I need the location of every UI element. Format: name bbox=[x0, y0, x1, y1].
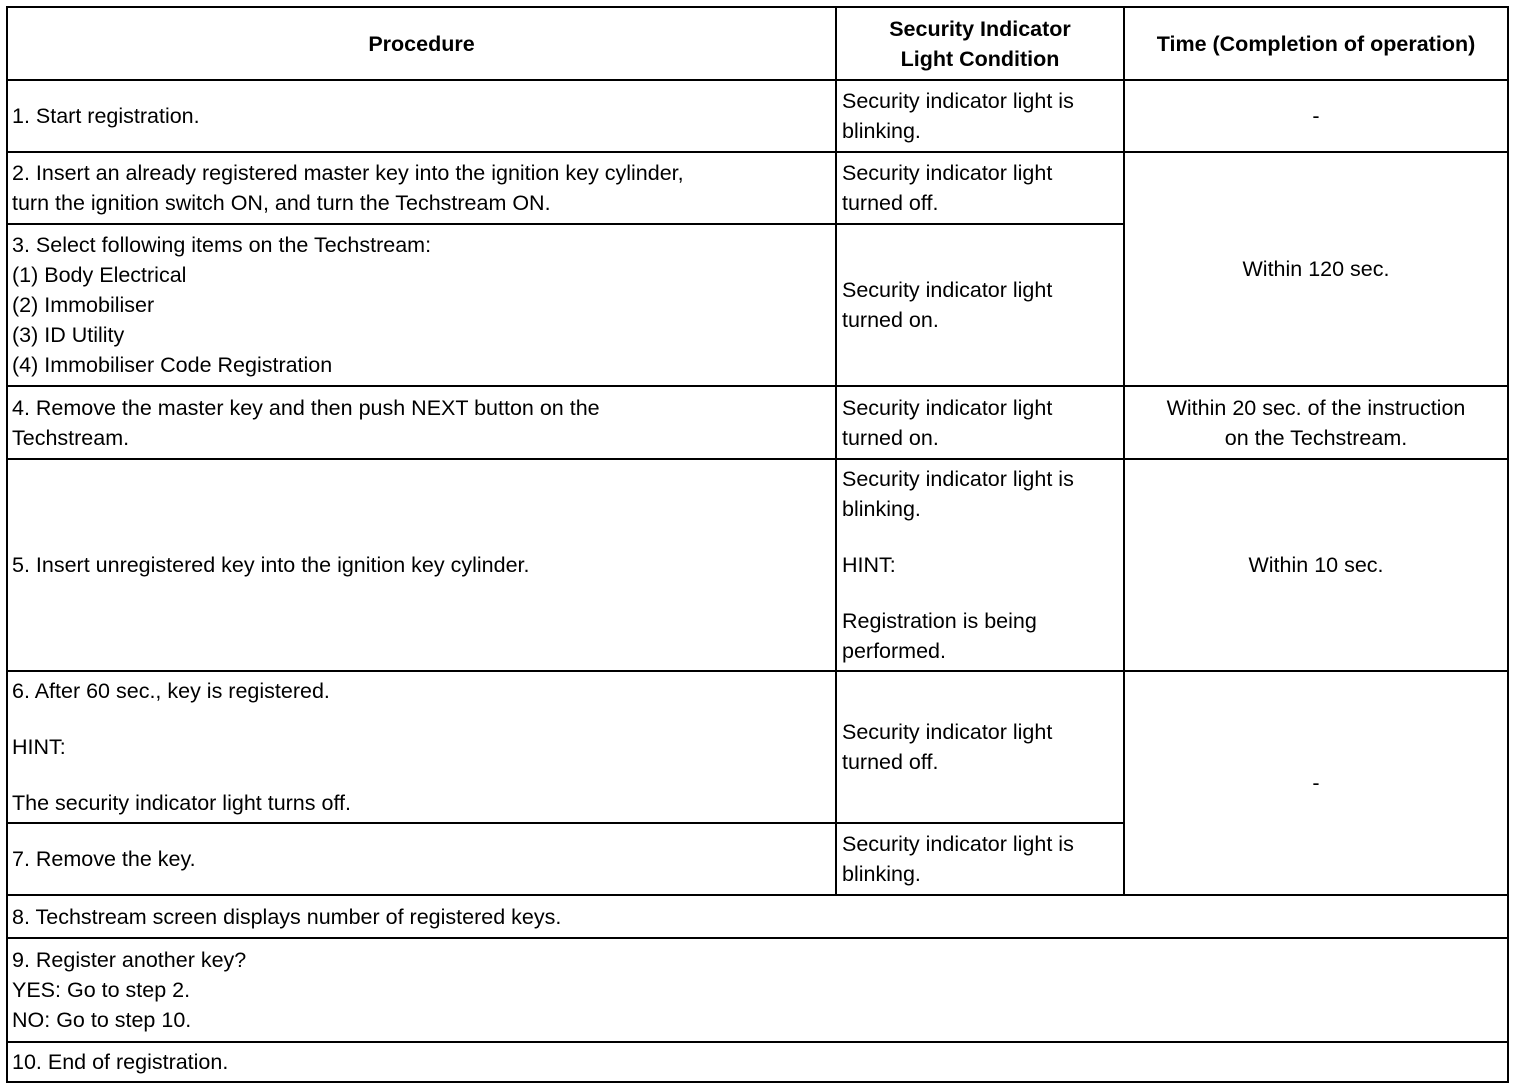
condition-header-line: Light Condition bbox=[900, 46, 1060, 71]
procedure-cell: 1. Start registration. bbox=[7, 80, 836, 152]
paragraph-gap bbox=[12, 762, 831, 788]
procedure-text: 2. Insert an already registered master key into the ignition key cylinder, bbox=[12, 161, 684, 185]
procedure-text: 6. After 60 sec., key is registered. bbox=[12, 679, 330, 703]
table-row bbox=[7, 671, 1508, 823]
paragraph-gap bbox=[12, 706, 831, 732]
procedure-cell bbox=[7, 671, 836, 823]
table-row bbox=[7, 938, 1508, 1042]
condition-cell bbox=[836, 80, 1124, 152]
paragraph-gap bbox=[842, 580, 1119, 606]
condition-text: Security indicator light is bbox=[842, 89, 1074, 113]
table-row bbox=[7, 895, 1508, 938]
procedure-text: YES: Go to step 2. bbox=[12, 978, 191, 1002]
procedure-text: turn the ignition switch ON, and turn the Techstream ON. bbox=[12, 191, 551, 215]
time-text: Within 20 sec. of the instruction bbox=[1166, 395, 1466, 420]
condition-cell bbox=[836, 671, 1124, 823]
condition-text: blinking. bbox=[842, 119, 921, 143]
condition-text: blinking. bbox=[842, 497, 921, 521]
condition-text: Security indicator light bbox=[842, 720, 1053, 744]
condition-text: turned off. bbox=[842, 750, 939, 774]
procedure-cell bbox=[7, 152, 836, 224]
table-row bbox=[7, 459, 1508, 671]
procedure-cell bbox=[7, 386, 836, 459]
condition-cell bbox=[836, 152, 1124, 224]
table-row bbox=[7, 386, 1508, 459]
menu-path-item: (3) ID Utility bbox=[12, 323, 125, 347]
condition-text: Security indicator light bbox=[842, 278, 1053, 302]
procedure-cell: 10. End of registration. bbox=[7, 1042, 1508, 1082]
condition-text: performed. bbox=[842, 639, 946, 663]
hint-label: HINT: bbox=[12, 735, 66, 759]
menu-path-item: (2) Immobiliser bbox=[12, 293, 155, 317]
registration-procedure-table bbox=[6, 6, 1509, 1083]
condition-text: Security indicator light is bbox=[842, 832, 1074, 856]
time-cell: - bbox=[1124, 671, 1508, 895]
table-row bbox=[7, 152, 1508, 224]
hint-label: HINT: bbox=[842, 553, 896, 577]
procedure-text: Techstream. bbox=[12, 425, 130, 450]
condition-cell bbox=[836, 386, 1124, 459]
procedure-text: 9. Register another key? bbox=[12, 948, 247, 972]
procedure-cell bbox=[7, 938, 1508, 1042]
procedure-cell bbox=[7, 224, 836, 386]
condition-text: Security indicator light is bbox=[842, 467, 1074, 491]
condition-cell bbox=[836, 224, 1124, 386]
procedure-cell: 8. Techstream screen displays number of registered keys. bbox=[7, 895, 1508, 938]
condition-text: Security indicator light bbox=[842, 395, 1053, 420]
condition-text: turned on. bbox=[842, 425, 939, 450]
time-cell: - bbox=[1124, 80, 1508, 152]
procedure-text: 4. Remove the master key and then push NEXT button on the bbox=[12, 395, 600, 420]
table-header-row bbox=[7, 7, 1508, 80]
time-cell: Within 120 sec. bbox=[1124, 152, 1508, 386]
procedure-column-header: Procedure bbox=[7, 7, 836, 80]
table-row bbox=[7, 1042, 1508, 1082]
condition-column-header bbox=[836, 7, 1124, 80]
condition-text: Security indicator light bbox=[842, 161, 1053, 185]
table-row bbox=[7, 80, 1508, 152]
time-text: on the Techstream. bbox=[1224, 425, 1408, 450]
paragraph-gap bbox=[842, 524, 1119, 550]
procedure-cell: 5. Insert unregistered key into the ignition key cylinder. bbox=[7, 459, 836, 671]
time-column-header: Time (Completion of operation) bbox=[1124, 7, 1508, 80]
condition-text: Registration is being bbox=[842, 609, 1037, 633]
condition-header-line: Security Indicator bbox=[889, 16, 1071, 41]
procedure-text: The security indicator light turns off. bbox=[12, 791, 351, 815]
procedure-cell: 7. Remove the key. bbox=[7, 823, 836, 895]
procedure-text: 3. Select following items on the Techstream: bbox=[12, 233, 432, 257]
condition-cell bbox=[836, 823, 1124, 895]
condition-text: turned on. bbox=[842, 308, 939, 332]
menu-path-item: (4) Immobiliser Code Registration bbox=[12, 353, 333, 377]
menu-path-item: (1) Body Electrical bbox=[12, 263, 187, 287]
condition-text: turned off. bbox=[842, 191, 939, 215]
procedure-text: NO: Go to step 10. bbox=[12, 1008, 192, 1032]
time-cell: Within 10 sec. bbox=[1124, 459, 1508, 671]
time-cell bbox=[1124, 386, 1508, 459]
condition-text: blinking. bbox=[842, 862, 921, 886]
condition-cell bbox=[836, 459, 1124, 671]
